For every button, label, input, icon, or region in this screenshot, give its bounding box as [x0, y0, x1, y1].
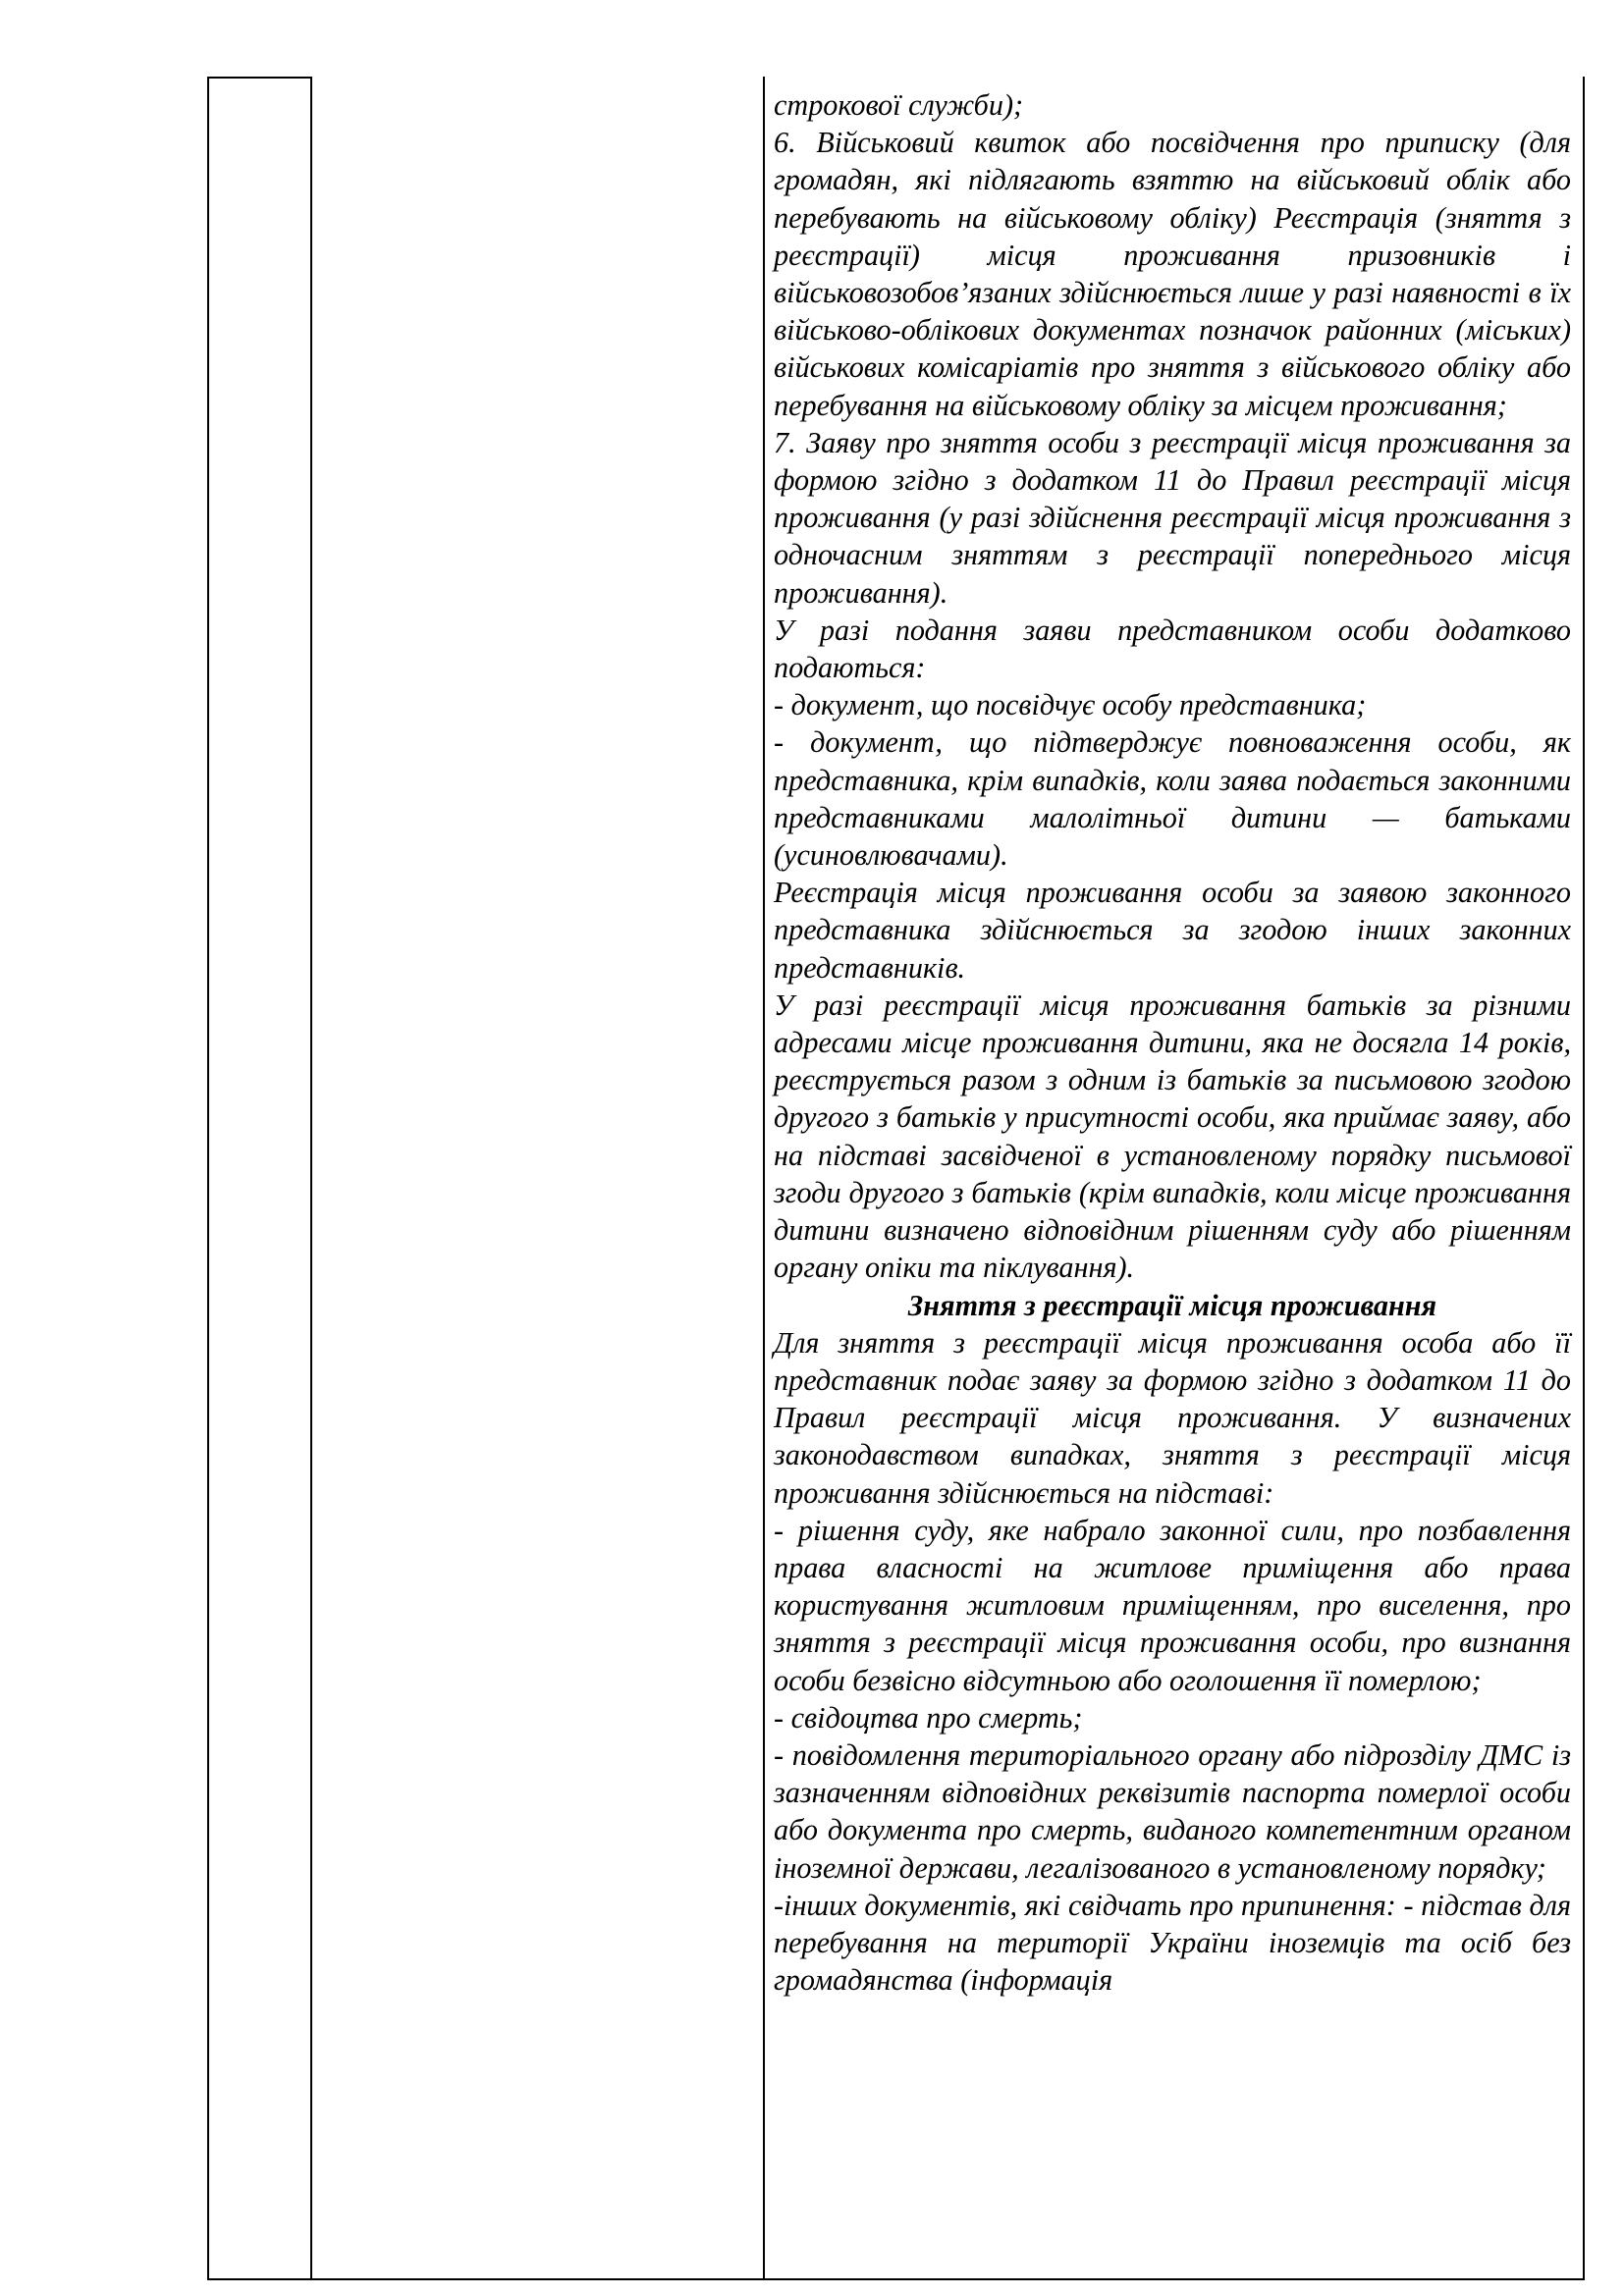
section-paragraph-0: Для зняття з реєстрації місця проживання особа або її представник подає заяву за формою згідно з додатком 11 до Правил реєстрації місця проживання. У визначених законодавством випадках, зняття з реєстрації місця проживання здійснюється на підставі: [774, 1325, 1571, 1510]
section-paragraph-4: -інших документів, які свідчать про припинення: - підстав для перебування на території України іноземців та осіб без громадянства (інформація [774, 1888, 1571, 1998]
paragraph-2: 7. Заяву про зняття особи з реєстрації місця проживання за формою згідно з додатком 11 до Правил реєстрації місця проживання (у разі здійснення реєстрації місця проживання з одночасним зняттям з реєстрації попереднього місця проживання). [774, 425, 1571, 610]
table-bottom-border [207, 2278, 1585, 2280]
paragraph-3: У разі подання заяви представником особи додатково подаються: [774, 613, 1571, 685]
section-paragraph-2: - свідоцтва про смерть; [774, 1700, 1083, 1735]
table-border-left [207, 77, 209, 2280]
paragraph-5: - документ, що підтверджує повноваження особи, як представника, крім випадків, коли заява подається законними представниками малолітньої дитини — батьками (усиновлювачами). [774, 725, 1571, 873]
paragraph-7: У разі реєстрації місця проживання батьків за різними адресами місце проживання дитини, яка не досягла 14 років, реєструється разом з одним із батьків за письмовою згодою другого з батьків у присутності особи, яка приймає заяву, або на підставі засвідченої в установленому порядку письмової згоди другого з батьків (крім випадків, коли місце проживання дитини визначено відповідним рішенням суду або рішенням органу опіки та піклування). [774, 988, 1571, 1285]
section-paragraph-1: - рішення суду, яке набрало законної сили, про позбавлення права власності на житлове приміщення або права користування житловим приміщенням, про виселення, про зняття з реєстрації місця проживання особи, про визнання особи безвісно відсутньою або оголошення її померлою; [774, 1513, 1571, 1697]
paragraph-4: - документ, що посвідчує особу представника; [774, 688, 1367, 722]
section-paragraph-3: - повідомлення територіального органу або підрозділу ДМС із зазначенням відповідних реквізитів паспорта померлої особи або документа про смерть, виданого компетентним органом іноземної держави, легалізованого в установленому порядку; [774, 1737, 1571, 1885]
paragraph-6: Реєстрація місця проживання особи за заявою законного представника здійснюється за згодою інших законних представників. [774, 876, 1571, 985]
table-cell-description [774, 86, 1571, 1999]
table-top-border-col1 [207, 77, 312, 79]
section-heading: Зняття з реєстрації місця проживання [907, 1288, 1437, 1322]
table-border-right [1583, 77, 1585, 2280]
table-column-divider-2 [763, 77, 765, 2280]
paragraph-1: 6. Військовий квиток або посвідчення про приписку (для громадян, які підлягають взяттю на військовий облік або перебувають на військовому обліку) Реєстрація (зняття з реєстрації) місця проживання призовників і військовозобов’язаних здійснюється лише у разі наявності в їх військово-облікових документах позначок районних (міських) військових комісаріатів про зняття з військового обліку або перебування на військовому обліку за місцем проживання; [774, 126, 1571, 422]
table-column-divider-1 [310, 77, 312, 2280]
paragraph-0: строкової служби); [774, 88, 1024, 122]
